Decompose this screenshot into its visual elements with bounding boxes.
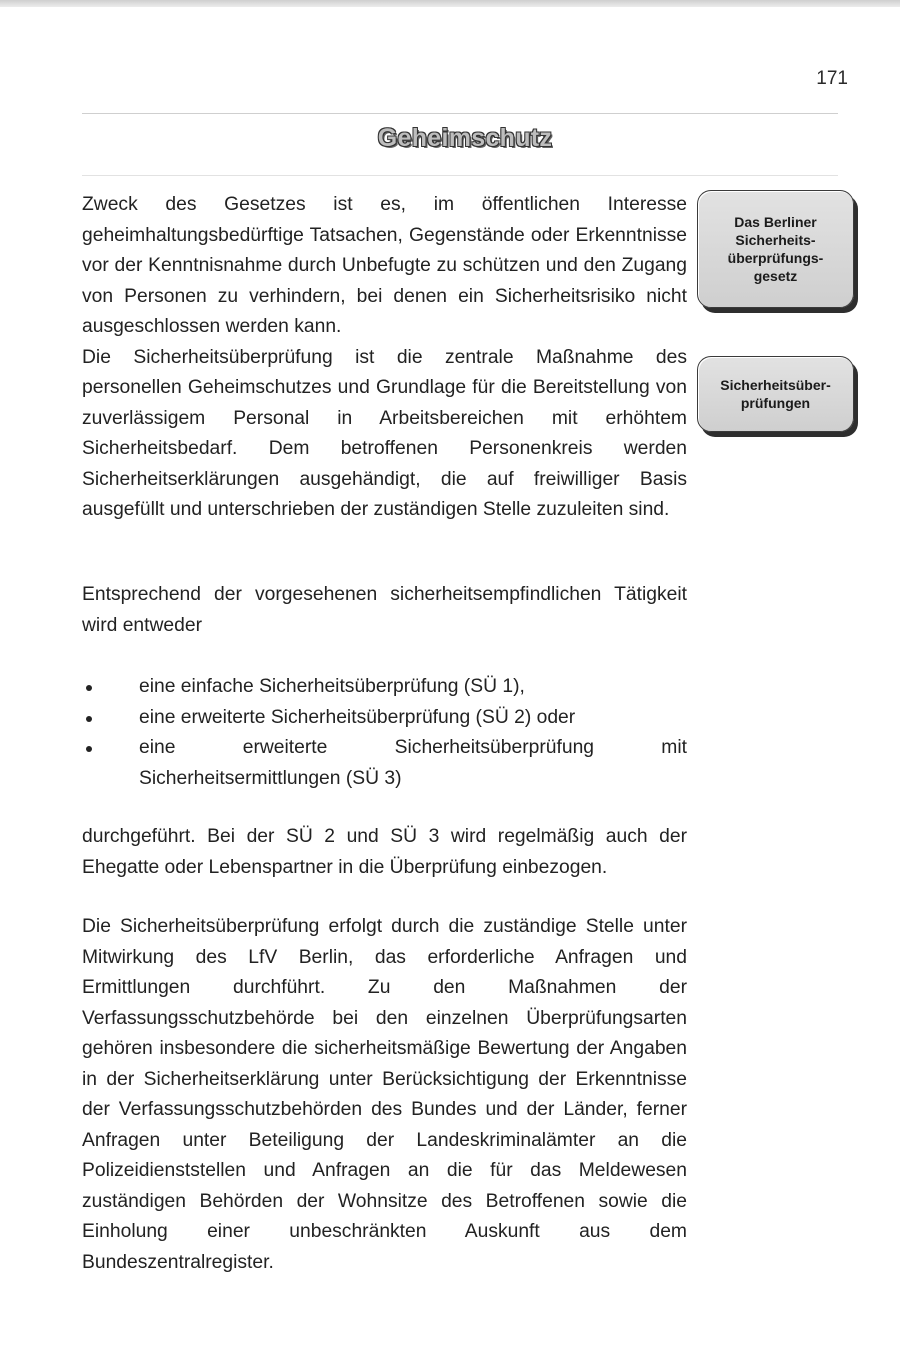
margin-note-berliner-gesetz xyxy=(697,190,854,308)
list-item xyxy=(82,733,687,794)
list-item xyxy=(82,672,687,703)
paragraph-security-check: Die Sicherheitsüberprüfung ist die zentrale Maßnahme des personellen Geheimschutzes und Grundlage für die Bereitstellung von zuverlässigem Personal in Arbeitsbereichen mit erhöhtem Sicherheitsbedarf. Dem betroffenen Personenkreis werden Sicherheitserklärungen ausgehändigt, die auf freiwilliger Basis ausgefüllt und unterschrieben der zuständigen Stelle zuzuleiten sind. xyxy=(82,346,687,520)
page-title: Geheimschutz xyxy=(377,124,553,152)
intro-section xyxy=(82,190,687,526)
paragraph-variants-intro: Entsprechend der vorgesehenen sicherheitsempfindlichen Tätigkeit wird entweder xyxy=(82,584,687,636)
outro-section xyxy=(82,822,687,883)
list-item-text: eine erweiterte Sicherheitsüberprüfung mit Sicherheitsermittlungen (SÜ 3) xyxy=(139,737,687,789)
header-rule-top xyxy=(82,113,838,114)
procedure-section xyxy=(82,912,687,1278)
bullet-icon xyxy=(86,685,92,691)
margin-note-line: überprüfungs- xyxy=(727,250,824,266)
margin-note-line: Das Berliner xyxy=(734,214,817,230)
margin-note-sicherheitsueberpruefungen xyxy=(697,356,854,432)
list-item xyxy=(82,703,687,734)
margin-note-line: prüfungen xyxy=(740,395,811,411)
list-item-text: eine erweiterte Sicherheitsüberprüfung (SÜ 2) oder xyxy=(139,706,576,728)
paragraph-procedure: Die Sicherheitsüberprüfung erfolgt durch die zuständige Stelle unter Mitwirkung des LfV Berlin, das erforderliche Anfragen und Ermittlungen durchführt. Zu den Maßnahmen der Verfassungsschutzbehörde bei den einzelnen Überprüfungsarten gehören insbesondere die sicherheitsmäßige Bewertung der Angaben in der Sicherheitserklärung unter Berücksichtigung der Erkenntnisse der Verfassungsschutzbehörden des Bundes und der Länder, ferner Anfragen unter Beteiligung der Landeskriminalämter an die Polizeidienststellen und Anfragen an die für das Meldewesen zuständigen Behörden der Wohnsitze des Betroffenen sowie die Einholung einer unbeschränkten Auskunft aus dem Bundeszentralregister. xyxy=(82,916,687,1273)
page-number: 171 xyxy=(816,68,848,89)
scan-edge xyxy=(0,0,900,7)
variants-section xyxy=(82,580,687,641)
header-rule-bottom xyxy=(82,175,838,176)
paragraph-purpose: Zweck des Gesetzes ist es, im öffentlichen Interesse geheimhaltungsbedürftige Tatsachen, Gegenstände oder Erkenntnisse vor der Kenntnisnahme durch Unbefugte zu schützen und den Zugang von Personen zu verhindern, bei denen ein Sicherheitsrisiko nicht ausgeschlossen werden kann. xyxy=(82,194,687,337)
margin-note-line: gesetz xyxy=(753,268,798,284)
list-item-text: eine einfache Sicherheitsüberprüfung (SÜ 1), xyxy=(139,676,525,697)
check-levels-list xyxy=(82,672,687,794)
margin-note-line: Sicherheitsüber- xyxy=(720,377,831,393)
bullet-icon xyxy=(86,716,92,722)
bullet-icon xyxy=(86,746,92,752)
paragraph-spouse: durchgeführt. Bei der SÜ 2 und SÜ 3 wird regelmäßig auch der Ehegatte oder Lebenspartner in die Überprüfung einbezogen. xyxy=(82,826,687,878)
margin-note-line: Sicherheits- xyxy=(735,232,816,248)
